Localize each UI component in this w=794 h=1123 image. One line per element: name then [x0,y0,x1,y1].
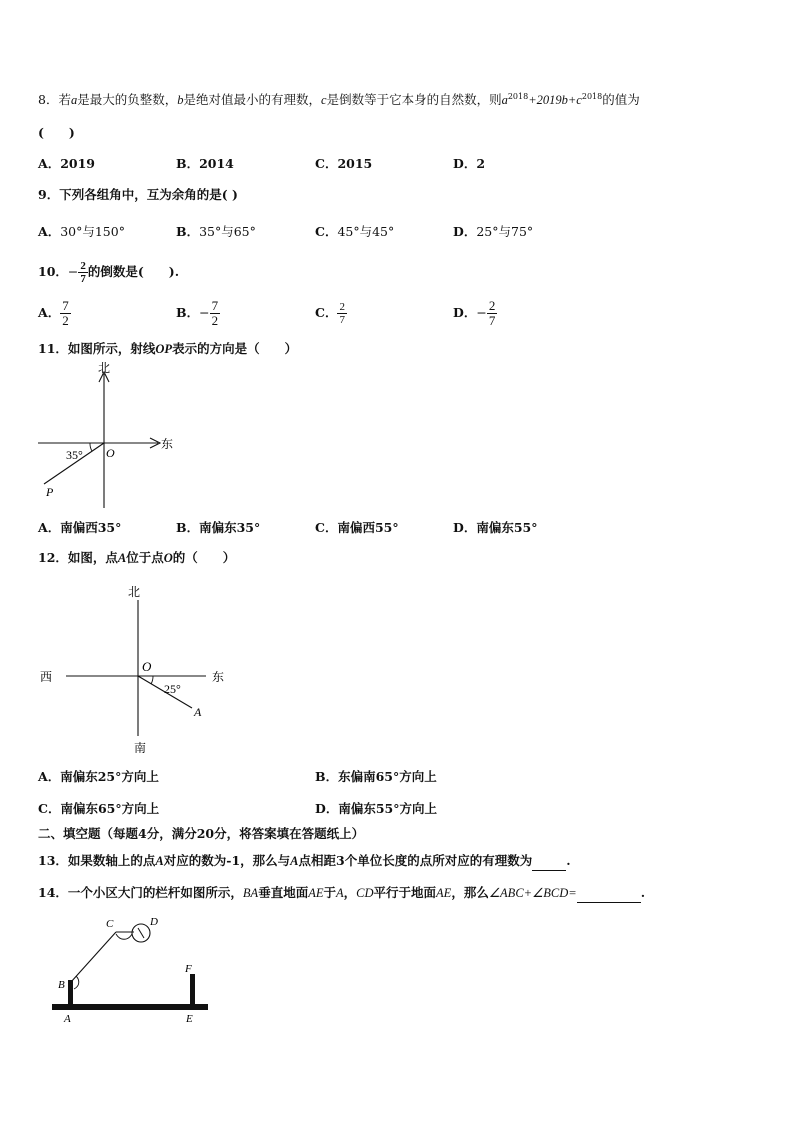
q11-stem: 11．如图所示，射线OP表示的方向是（ ） [38,341,298,356]
q11-option-a[interactable]: A．南偏西35° [38,520,122,535]
q10-fraction: $\frac{2}{7}$ [80,260,86,285]
q14-point-c: C [106,918,114,930]
q11-option-c[interactable]: C．南偏西55° [315,520,399,535]
q12-point-label: A [194,705,202,719]
q11-north-label: 北 [98,362,111,375]
q9-option-d[interactable]: D．25°与75° [453,224,534,239]
q12-option-d[interactable]: D．南偏东55°方向上 [315,801,437,816]
q10-option-c[interactable]: C． $\frac{2}{7}$ [315,301,345,326]
q12-south-label: 南 [134,741,147,755]
q12-west-label: 西 [40,670,53,684]
q9-stem: 9．下列各组角中，互为余角的是( ) [38,187,238,202]
q12-option-c[interactable]: C．南偏东65°方向上 [38,801,160,816]
q12-option-b[interactable]: B．东偏南65°方向上 [315,769,437,784]
q11-option-d[interactable]: D．南偏东55° [453,520,538,535]
q11-point-label: P [46,485,54,499]
q14-point-a: A [64,1013,71,1025]
q14-point-d: D [150,916,158,928]
q12-north-label: 北 [128,585,141,599]
q10-stem: 10．− $\frac{2}{7}$ 的倒数是( ). [38,260,180,285]
q12-east-label: 东 [212,670,225,684]
q13-answer-blank[interactable] [532,852,566,871]
q10-option-b[interactable]: B．− $\frac{7}{2}$ [176,298,219,328]
q9-option-b[interactable]: B．35°与65° [176,224,256,239]
q14-stem: 14．一个小区大门的栏杆如图所示，BA垂直地面AE于A，CD平行于地面AE，那么∠ABC+∠BCD= . [38,884,645,903]
q8-option-b[interactable]: B．2014 [176,156,234,171]
q8-option-a[interactable]: A．2019 [38,156,95,171]
q8-stem: 8．若a是最大的负整数，b是绝对值最小的有理数，c是倒数等于它本身的自然数，则$a^{2018}+2019b+c^{2018}$的值为 [38,92,640,108]
q12-stem: 12．如图，点A位于点O的（ ） [38,550,236,565]
q8-paren: ( ) [38,125,75,140]
q14-point-f: F [185,963,192,975]
q14-answer-blank[interactable] [577,884,641,903]
q11-east-label: 东 [161,437,174,451]
q9-option-c[interactable]: C．45°与45° [315,224,395,239]
q11-angle-label: 35° [66,448,83,462]
q9-option-a[interactable]: A．30°与150° [38,224,125,239]
q11-compass-figure [30,362,190,510]
q12-angle-label: 25° [164,682,181,696]
q14-point-e: E [186,1013,193,1025]
q14-point-b: B [58,979,65,991]
q13-stem: 13．如果数轴上的点A对应的数为-1，那么与A点相距3个单位长度的点所对应的有理数为 . [38,852,571,871]
q12-compass-figure [36,580,236,756]
q12-origin-label: O [142,659,152,674]
q8-option-c[interactable]: C．2015 [315,156,373,171]
q10-option-a[interactable]: A． $\frac{7}{2}$ [38,298,69,328]
q12-option-a[interactable]: A．南偏东25°方向上 [38,769,159,784]
section-heading: 二、填空题（每题4分，满分20分，将答案填在答题纸上） [38,826,365,841]
q11-origin-label: O [106,446,115,460]
q14-gate-figure [44,910,224,1028]
q11-option-b[interactable]: B．南偏东35° [176,520,261,535]
q10-option-d[interactable]: D．− $\frac{2}{7}$ [453,298,496,328]
q8-option-d[interactable]: D．2 [453,156,486,171]
